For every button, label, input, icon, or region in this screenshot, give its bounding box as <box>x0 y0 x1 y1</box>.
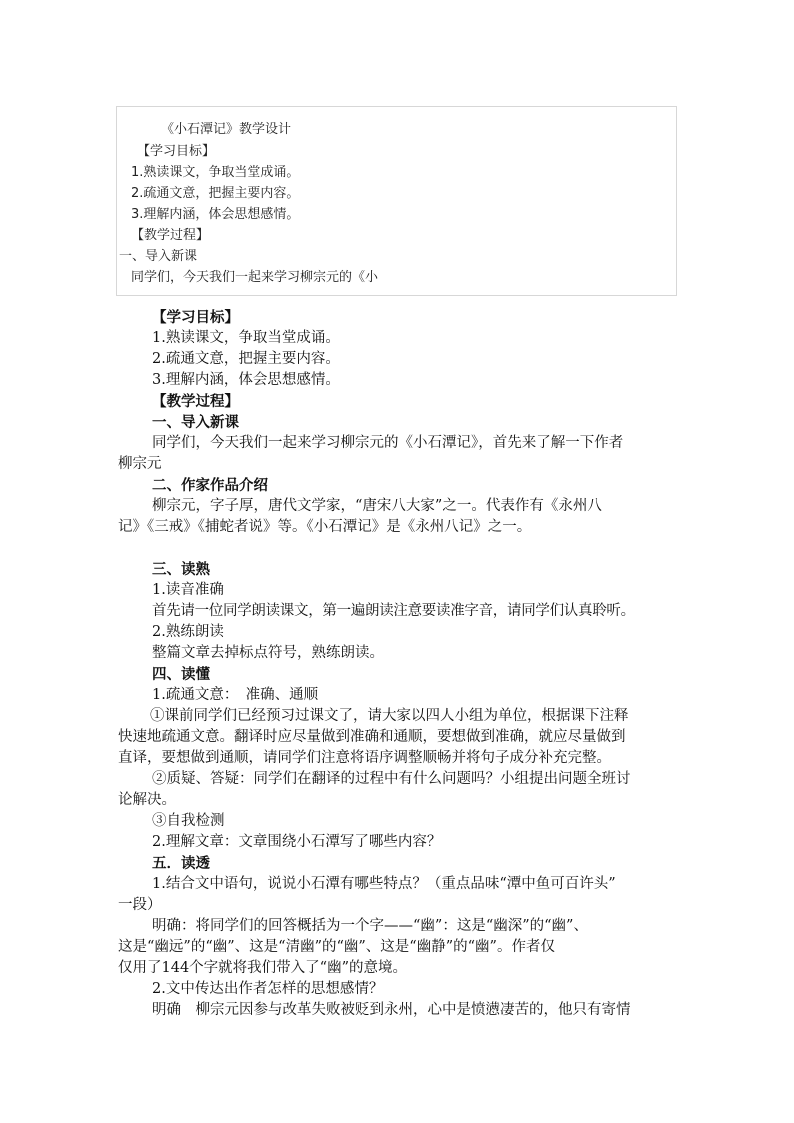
objective-item: 1.熟读课文，争取当堂成诵。 <box>152 330 340 346</box>
paragraph-line: 仅用了144个字就将我们带入了“幽”的意境。 <box>118 960 408 976</box>
section-heading-objectives: 【学习目标】 <box>152 309 239 326</box>
sub-item: 1.读音准确 <box>152 582 224 598</box>
document-body <box>118 307 678 1021</box>
paragraph-line: 明确：将同学们的回答概括为一个字——“幽”：这是“幽深”的“幽”、 <box>152 918 588 934</box>
paragraph-line: 快速地疏通文意。翻译时应尽量做到准确和通顺，要想做到准确，就应尽量做到 <box>118 729 626 745</box>
paragraph-line: 一段） <box>118 897 162 913</box>
paragraph-line: 论解决。 <box>118 792 176 808</box>
objective-item: 2.疏通文意，把握主要内容。 <box>152 351 340 367</box>
paragraph-line: 同学们，今天我们一起来学习柳宗元的《小石潭记》，首先来了解一下作者 <box>152 435 624 451</box>
paragraph-line: ①课前同学们已经预习过课文了，请大家以四人小组为单位，根据课下注释 <box>150 708 629 724</box>
paragraph-line: 柳宗元，字子厚，唐代文学家，“唐宋八大家”之一。代表作有《永州八 <box>152 498 602 514</box>
step-heading: 二、作家作品介绍 <box>152 477 268 494</box>
step-heading: 三、读熟 <box>152 561 210 578</box>
preview-line: 3.理解内涵，体会思想感情。 <box>131 207 300 222</box>
preview-heading-objectives: 【学习目标】 <box>137 144 216 159</box>
paragraph-line: 这是“幽远”的“幽”、这是“清幽”的“幽”、这是“幽静”的“幽”。作者仅 <box>118 939 555 955</box>
sub-item: 2.理解文章：文章围绕小石潭写了哪些内容？ <box>152 834 442 850</box>
preview-line: 一、导入新课 <box>119 249 198 264</box>
preview-heading-process: 【教学过程】 <box>131 228 210 243</box>
preview-snippet-box <box>116 106 677 296</box>
step-heading: 五．读透 <box>152 855 210 872</box>
sub-item: 2.熟练朗读 <box>152 624 224 640</box>
paragraph-line: 1.结合文中语句，说说小石潭有哪些特点？（重点品味“潭中鱼可百许头” <box>152 876 616 892</box>
paragraph-line: 柳宗元 <box>118 456 162 472</box>
sub-item: 2.文中传达出作者怎样的思想感情？ <box>152 981 384 997</box>
blank-line <box>118 538 678 559</box>
preview-title: 《小石潭记》教学设计 <box>161 122 292 137</box>
objective-item: 3.理解内涵，体会思想感情。 <box>152 372 340 388</box>
section-heading-process: 【教学过程】 <box>152 393 239 410</box>
paragraph-line: ②质疑、答疑：同学们在翻译的过程中有什么问题吗？小组提出问题全班讨 <box>152 771 631 787</box>
paragraph-line: 明确 柳宗元因参与改革失败被贬到永州，心中是愤懑凄苦的，他只有寄情 <box>152 1002 631 1018</box>
step-heading: 一、导入新课 <box>152 414 239 431</box>
preview-line: 同学们，今天我们一起来学习柳宗元的《小 <box>131 270 379 285</box>
paragraph-line: 整篇文章去掉标点符号，熟练朗读。 <box>152 645 384 661</box>
preview-line: 1.熟读课文，争取当堂成诵。 <box>131 165 300 180</box>
preview-line: 2.疏通文意，把握主要内容。 <box>131 186 300 201</box>
sub-item: 1.疏通文意： 准确、通顺 <box>152 687 319 703</box>
step-heading: 四、读懂 <box>152 666 210 683</box>
sub-item: ③自我检测 <box>152 813 225 829</box>
paragraph-line: 记》《三戒》《捕蛇者说》等。《小石潭记》是《永州八记》之一。 <box>118 519 532 535</box>
paragraph-line: 直译，要想做到通顺，请同学们注意将语序调整顺畅并将句子成分补充完整。 <box>118 750 611 766</box>
paragraph-line: 首先请一位同学朗读课文，第一遍朗读注意要读准字音，请同学们认真聆听。 <box>152 603 635 619</box>
